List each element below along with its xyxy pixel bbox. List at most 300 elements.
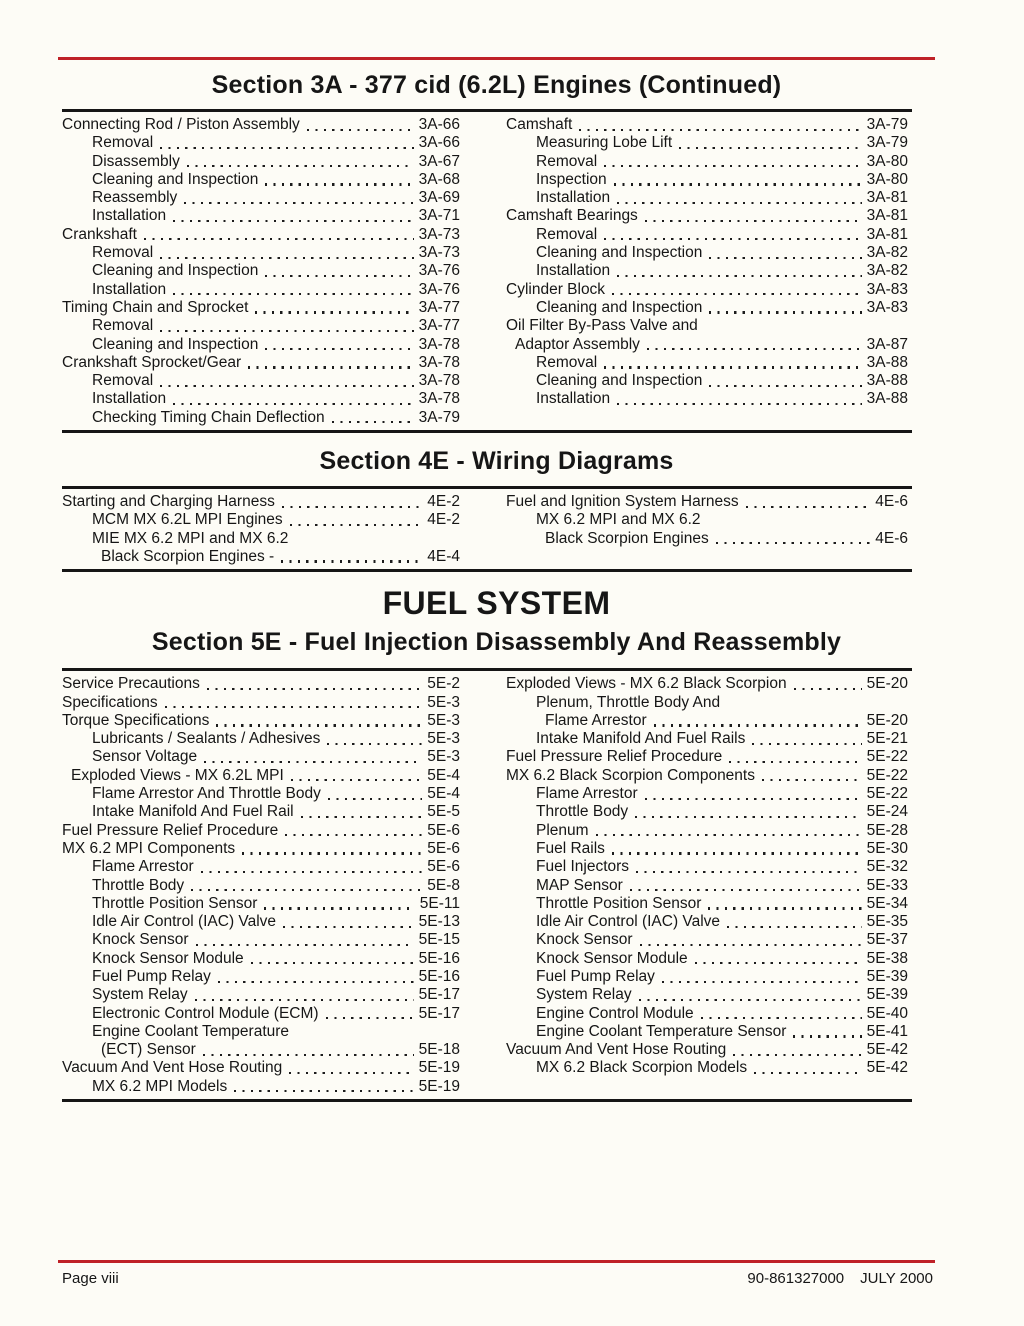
toc-entry-title: Camshaft xyxy=(506,116,573,133)
toc-entry-page: 3A-77 xyxy=(418,298,460,316)
toc-entry-title: MCM MX 6.2L MPI Engines xyxy=(92,511,283,529)
toc-entry-title: Sensor Voltage xyxy=(92,748,198,766)
leader-dots xyxy=(282,506,422,508)
toc-entry xyxy=(506,226,908,244)
toc-entry xyxy=(506,116,908,134)
toc-entry xyxy=(62,858,460,876)
toc-entry xyxy=(506,840,908,858)
toc-entry xyxy=(506,694,908,712)
toc-entry-page: 3A-66 xyxy=(418,134,460,152)
toc-entry-page: 3A-79 xyxy=(418,408,460,426)
toc-entry xyxy=(506,986,908,1004)
toc-entry xyxy=(506,1059,908,1077)
toc-entry-page: 3A-66 xyxy=(418,116,460,133)
toc-entry-title: Installation xyxy=(536,189,611,207)
toc-entry-title: Knock Sensor xyxy=(536,931,633,949)
toc-entry xyxy=(62,493,460,511)
leader-dots xyxy=(596,834,862,836)
toc-entry-page: 5E-19 xyxy=(418,1077,460,1095)
leader-dots xyxy=(793,1035,861,1037)
leader-dots xyxy=(160,257,413,259)
toc-entry-title: Plenum, Throttle Body And xyxy=(536,693,721,711)
toc-entry-title: Oil Filter By-Pass Valve and xyxy=(506,317,698,335)
toc-entry-title: Fuel Pressure Relief Procedure xyxy=(62,821,279,839)
leader-dots xyxy=(654,724,862,726)
leader-dots xyxy=(604,366,861,368)
leader-dots xyxy=(662,981,862,983)
leader-dots xyxy=(729,761,861,763)
toc-entry xyxy=(62,409,460,427)
toc-entry-title: (ECT) Sensor xyxy=(101,1041,196,1059)
toc-entry-title: Flame Arrestor xyxy=(92,858,194,876)
toc-entry xyxy=(506,317,908,335)
leader-dots xyxy=(187,165,414,167)
leader-dots xyxy=(265,275,413,277)
toc-entry-title: Adaptor Assembly xyxy=(515,335,640,353)
leader-dots xyxy=(201,871,423,873)
toc-entry-title: Installation xyxy=(536,390,611,408)
leader-dots xyxy=(708,907,861,909)
toc-entry-title: Engine Control Module xyxy=(536,1004,694,1022)
section-3a-title: Section 3A - 377 cid (6.2L) Engines (Continued) xyxy=(211,71,782,99)
toc-entry-page: 4E-2 xyxy=(427,493,460,511)
leader-dots xyxy=(636,871,862,873)
toc-entry-title: Knock Sensor xyxy=(92,931,189,949)
toc-entry xyxy=(62,748,460,766)
leader-dots xyxy=(160,147,413,149)
leader-dots xyxy=(307,129,414,131)
toc-entry-page: 5E-24 xyxy=(866,803,908,821)
leader-dots xyxy=(248,366,413,368)
toc-entry-page: 5E-3 xyxy=(427,711,460,729)
toc-entry-title: Installation xyxy=(536,262,611,280)
leader-dots xyxy=(173,220,414,222)
section-4e xyxy=(58,446,935,572)
toc-entry-page: 3A-83 xyxy=(866,298,908,316)
toc-entry xyxy=(62,244,460,262)
toc-entry-page: 3A-71 xyxy=(418,207,460,225)
toc-entry-page: 5E-13 xyxy=(418,913,460,931)
toc-entry-title: Torque Specifications xyxy=(62,711,210,729)
toc-entry-page: 3A-77 xyxy=(418,317,460,335)
leader-dots xyxy=(216,724,422,726)
toc-entry-page: 5E-35 xyxy=(866,913,908,931)
toc-entry xyxy=(62,895,460,913)
toc-entry-page: 3A-87 xyxy=(866,335,908,353)
leader-dots xyxy=(579,129,861,131)
toc-entry xyxy=(62,950,460,968)
toc-entry-title: Plenum xyxy=(536,821,589,839)
toc-entry-title: Cleaning and Inspection xyxy=(92,170,259,188)
toc-entry xyxy=(62,968,460,986)
toc-entry xyxy=(62,1023,460,1041)
toc-entry xyxy=(62,785,460,803)
toc-entry xyxy=(506,767,908,785)
leader-dots xyxy=(332,421,414,423)
toc-entry-title: Fuel Pump Relay xyxy=(536,967,655,985)
toc-entry xyxy=(62,207,460,225)
toc-entry xyxy=(62,171,460,189)
toc-entry-title: Crankshaft Sprocket/Gear xyxy=(62,353,242,371)
toc-entry-title: Timing Chain and Sprocket xyxy=(62,298,249,316)
leader-dots xyxy=(639,999,862,1001)
leader-dots xyxy=(265,348,413,350)
toc-entry-title: Removal xyxy=(536,353,598,371)
toc-entry-page: 5E-15 xyxy=(418,931,460,949)
toc-entry-title: Removal xyxy=(92,372,154,390)
leader-dots xyxy=(255,311,413,313)
toc-entry-title: Vacuum And Vent Hose Routing xyxy=(506,1041,727,1059)
toc-entry xyxy=(62,1059,460,1077)
toc-entry xyxy=(506,675,908,693)
toc-entry-page: 5E-39 xyxy=(866,986,908,1004)
toc-entry-page: 5E-4 xyxy=(427,766,460,784)
toc-entry-page: 3A-88 xyxy=(866,353,908,371)
toc-entry-title: Removal xyxy=(536,152,598,170)
leader-dots xyxy=(617,403,862,405)
toc-entry-title: Electronic Control Module (ECM) xyxy=(92,1004,319,1022)
toc-entry xyxy=(62,116,460,134)
leader-dots xyxy=(160,330,413,332)
toc-entry-title: MIE MX 6.2 MPI and MX 6.2 xyxy=(92,529,289,547)
toc-entry xyxy=(506,803,908,821)
toc-entry xyxy=(506,511,908,529)
toc-entry-page: 5E-19 xyxy=(418,1059,460,1077)
toc-entry-title: Installation xyxy=(92,207,167,225)
toc-entry-title: Intake Manifold And Fuel Rail xyxy=(92,803,294,821)
toc-entry-title: Cleaning and Inspection xyxy=(536,298,703,316)
toc-entry xyxy=(62,299,460,317)
leader-dots xyxy=(242,852,422,854)
toc-entry-page: 3A-69 xyxy=(418,189,460,207)
toc-entry xyxy=(506,153,908,171)
leader-dots xyxy=(173,293,414,295)
leader-dots xyxy=(301,816,423,818)
toc-entry-title: Cylinder Block xyxy=(506,280,606,298)
leader-dots xyxy=(283,926,414,928)
toc-entry-page: 3A-73 xyxy=(418,244,460,262)
leader-dots xyxy=(191,889,422,891)
toc-entry-title: Removal xyxy=(92,244,154,262)
toc-entry-title: Cleaning and Inspection xyxy=(536,372,703,390)
toc-entry-page: 3A-79 xyxy=(866,134,908,152)
leader-dots xyxy=(173,403,414,405)
toc-entry xyxy=(506,822,908,840)
toc-entry-page: 3A-80 xyxy=(866,170,908,188)
toc-entry-title: MX 6.2 MPI Components xyxy=(62,839,236,857)
footer-right-group xyxy=(731,1270,933,1287)
toc-entry xyxy=(506,748,908,766)
leader-dots xyxy=(604,165,861,167)
leader-dots xyxy=(635,816,861,818)
toc-entry xyxy=(506,493,908,511)
toc-entry-page: 3A-81 xyxy=(866,225,908,243)
section-5e-toc xyxy=(62,668,912,1102)
toc-entry-title: Removal xyxy=(92,317,154,335)
top-red-rule xyxy=(58,57,935,60)
toc-entry-title: Idle Air Control (IAC) Valve xyxy=(92,913,277,931)
leader-dots xyxy=(165,706,423,708)
toc-entry-title: MX 6.2 Black Scorpion Models xyxy=(536,1059,748,1077)
toc-entry xyxy=(62,226,460,244)
toc-entry xyxy=(62,694,460,712)
toc-entry-title: MX 6.2 Black Scorpion Components xyxy=(506,766,755,784)
toc-entry-title: Cleaning and Inspection xyxy=(536,244,703,262)
toc-entry xyxy=(506,244,908,262)
toc-entry-page: 5E-34 xyxy=(866,894,908,912)
leader-dots xyxy=(144,238,414,240)
page-footer xyxy=(58,1260,935,1287)
toc-entry-page: 5E-20 xyxy=(866,675,908,693)
leader-dots xyxy=(160,385,413,387)
toc-entry-page: 5E-16 xyxy=(418,967,460,985)
toc-entry xyxy=(62,931,460,949)
section-3a-toc-left-column xyxy=(62,116,460,427)
toc-entry-page: 3A-88 xyxy=(866,390,908,408)
leader-dots xyxy=(762,779,862,781)
toc-entry-page: 4E-4 xyxy=(427,547,460,565)
toc-entry xyxy=(62,530,460,548)
leader-dots xyxy=(265,183,413,185)
toc-entry-page: 3A-76 xyxy=(418,262,460,280)
toc-entry xyxy=(506,858,908,876)
toc-entry-title: Specifications xyxy=(62,693,158,711)
toc-entry-title: Installation xyxy=(92,280,167,298)
toc-entry xyxy=(506,372,908,390)
leader-dots xyxy=(709,385,861,387)
toc-entry-title: Throttle Position Sensor xyxy=(92,894,258,912)
toc-entry xyxy=(62,1041,460,1059)
leader-dots xyxy=(612,852,862,854)
toc-entry-page: 5E-17 xyxy=(418,986,460,1004)
toc-entry-page: 5E-20 xyxy=(866,711,908,729)
toc-entry-title: MX 6.2 MPI and MX 6.2 xyxy=(536,511,701,529)
toc-entry xyxy=(62,153,460,171)
toc-entry-title: Engine Coolant Temperature Sensor xyxy=(536,1022,787,1040)
toc-entry-page: 5E-39 xyxy=(866,967,908,985)
toc-entry xyxy=(506,877,908,895)
toc-entry-title: Exploded Views - MX 6.2 Black Scorpion xyxy=(506,675,787,693)
toc-entry-page: 3A-73 xyxy=(418,225,460,243)
toc-entry xyxy=(506,189,908,207)
manual-contents-page xyxy=(58,0,935,1102)
toc-entry xyxy=(506,1005,908,1023)
toc-entry xyxy=(506,895,908,913)
leader-dots xyxy=(604,238,861,240)
toc-entry xyxy=(506,134,908,152)
toc-entry-title: Fuel Injectors xyxy=(536,858,630,876)
section-4e-toc-right-column xyxy=(506,493,908,548)
toc-entry xyxy=(62,372,460,390)
toc-entry xyxy=(62,317,460,335)
toc-entry-page: 5E-3 xyxy=(427,730,460,748)
toc-entry-page: 5E-21 xyxy=(866,730,908,748)
toc-entry xyxy=(62,986,460,1004)
toc-entry-page: 5E-18 xyxy=(418,1041,460,1059)
toc-entry xyxy=(506,931,908,949)
toc-entry-title: Connecting Rod / Piston Assembly xyxy=(62,116,300,133)
toc-entry xyxy=(506,262,908,280)
toc-entry xyxy=(62,262,460,280)
toc-entry-title: Idle Air Control (IAC) Valve xyxy=(536,913,721,931)
toc-entry xyxy=(62,877,460,895)
toc-entry-title: Intake Manifold And Fuel Rails xyxy=(536,730,746,748)
toc-entry xyxy=(506,1023,908,1041)
toc-entry-title: Flame Arrestor xyxy=(545,711,647,729)
toc-entry-page: 5E-28 xyxy=(866,821,908,839)
toc-entry-page: 3A-88 xyxy=(866,372,908,390)
toc-entry xyxy=(62,840,460,858)
toc-entry-title: Throttle Body xyxy=(92,876,185,894)
toc-entry xyxy=(62,1005,460,1023)
footer-part-number: 90-861327000 xyxy=(747,1270,845,1287)
footer-date: JULY 2000 xyxy=(860,1270,933,1287)
section-4e-toc-left-column xyxy=(62,493,460,566)
toc-entry xyxy=(506,968,908,986)
toc-entry xyxy=(62,281,460,299)
leader-dots xyxy=(291,779,422,781)
leader-dots xyxy=(630,889,862,891)
toc-entry-page: 3A-78 xyxy=(418,390,460,408)
toc-entry xyxy=(506,390,908,408)
leader-dots xyxy=(251,962,414,964)
toc-entry-page: 5E-2 xyxy=(427,675,460,693)
toc-entry xyxy=(62,730,460,748)
toc-entry-page: 5E-42 xyxy=(866,1059,908,1077)
toc-entry-title: Installation xyxy=(92,390,167,408)
toc-entry xyxy=(62,511,460,529)
toc-entry-page: 3A-79 xyxy=(866,116,908,133)
toc-entry-page: 3A-81 xyxy=(866,189,908,207)
section-4e-toc xyxy=(62,486,912,572)
toc-entry-title: Crankshaft xyxy=(62,225,137,243)
toc-entry-title: Fuel and Ignition System Harness xyxy=(506,493,739,511)
fuel-system-banner: FUEL SYSTEM xyxy=(382,585,611,622)
toc-entry-page: 5E-6 xyxy=(427,858,460,876)
toc-entry-title: System Relay xyxy=(536,986,632,1004)
footer-page-label: Page viii xyxy=(62,1270,119,1287)
toc-entry-page: 5E-8 xyxy=(427,876,460,894)
leader-dots xyxy=(195,999,414,1001)
toc-entry-title: Inspection xyxy=(536,170,607,188)
toc-entry-title: Flame Arrestor And Throttle Body xyxy=(92,785,321,803)
leader-dots xyxy=(264,907,414,909)
toc-entry-title: Flame Arrestor xyxy=(536,785,638,803)
toc-entry xyxy=(62,1078,460,1096)
toc-entry-page: 5E-37 xyxy=(866,931,908,949)
toc-entry-page: 3A-82 xyxy=(866,262,908,280)
toc-entry-title: Knock Sensor Module xyxy=(92,949,244,967)
toc-entry-title: Black Scorpion Engines xyxy=(545,529,709,547)
toc-entry-page: 3A-83 xyxy=(866,280,908,298)
toc-entry-page: 5E-3 xyxy=(427,693,460,711)
toc-entry-page: 5E-16 xyxy=(418,949,460,967)
toc-entry-page: 5E-6 xyxy=(427,839,460,857)
toc-entry-page: 5E-5 xyxy=(427,803,460,821)
toc-entry-page: 5E-32 xyxy=(866,858,908,876)
leader-dots xyxy=(218,981,414,983)
toc-entry-page: 5E-3 xyxy=(427,748,460,766)
leader-dots xyxy=(289,1072,413,1074)
toc-entry-title: Checking Timing Chain Deflection xyxy=(92,408,325,426)
toc-entry-page: 5E-42 xyxy=(866,1041,908,1059)
toc-entry xyxy=(506,712,908,730)
leader-dots xyxy=(746,506,871,508)
footer-red-rule xyxy=(58,1260,935,1263)
toc-entry xyxy=(506,785,908,803)
toc-entry-page: 4E-2 xyxy=(427,511,460,529)
leader-dots xyxy=(794,688,862,690)
toc-entry-page: 5E-22 xyxy=(866,766,908,784)
toc-entry-page: 3A-78 xyxy=(418,353,460,371)
toc-entry-title: Removal xyxy=(536,225,598,243)
toc-entry-title: Knock Sensor Module xyxy=(536,949,688,967)
toc-entry xyxy=(62,390,460,408)
toc-entry-page: 3A-80 xyxy=(866,152,908,170)
toc-entry xyxy=(506,171,908,189)
toc-entry xyxy=(506,950,908,968)
toc-entry xyxy=(62,822,460,840)
toc-entry-page: 4E-6 xyxy=(875,493,908,511)
leader-dots xyxy=(327,743,422,745)
toc-entry-title: Exploded Views - MX 6.2L MPI xyxy=(71,766,284,784)
section-5e-title: Section 5E - Fuel Injection Disassembly And Reassembly xyxy=(151,628,842,657)
leader-dots xyxy=(716,542,871,544)
toc-entry-page: 5E-38 xyxy=(866,949,908,967)
section-3a-toc-right-column xyxy=(506,116,908,409)
toc-entry xyxy=(62,134,460,152)
toc-entry-page: 5E-11 xyxy=(419,894,460,912)
leader-dots xyxy=(752,743,861,745)
leader-dots xyxy=(617,275,862,277)
toc-entry xyxy=(506,730,908,748)
toc-entry-page: 5E-30 xyxy=(866,839,908,857)
leader-dots xyxy=(754,1072,862,1074)
toc-entry-page: 3A-67 xyxy=(418,152,460,170)
toc-entry xyxy=(506,354,908,372)
toc-entry-title: Throttle Body xyxy=(536,803,629,821)
leader-dots xyxy=(204,761,422,763)
toc-entry xyxy=(62,913,460,931)
toc-entry-page: 3A-78 xyxy=(418,335,460,353)
leader-dots xyxy=(617,202,862,204)
section-4e-title: Section 4E - Wiring Diagrams xyxy=(319,447,674,476)
leader-dots xyxy=(695,962,862,964)
toc-entry xyxy=(62,548,460,566)
toc-entry xyxy=(62,803,460,821)
toc-entry-title: Fuel Pump Relay xyxy=(92,967,211,985)
leader-dots xyxy=(647,348,862,350)
toc-entry-title: Camshaft Bearings xyxy=(506,207,638,225)
toc-entry-title: MAP Sensor xyxy=(536,876,623,894)
leader-dots xyxy=(281,560,422,562)
toc-entry-title: Disassembly xyxy=(92,152,180,170)
toc-entry-page: 5E-41 xyxy=(866,1022,908,1040)
toc-entry-page: 4E-6 xyxy=(875,529,908,547)
toc-entry-title: Reassembly xyxy=(92,189,178,207)
toc-entry xyxy=(506,281,908,299)
toc-entry-page: 3A-82 xyxy=(866,244,908,262)
toc-entry-title: Engine Coolant Temperature xyxy=(92,1022,290,1040)
section-5e xyxy=(58,586,935,1102)
toc-entry xyxy=(506,336,908,354)
toc-entry-page: 5E-40 xyxy=(866,1004,908,1022)
leader-dots xyxy=(709,257,861,259)
toc-entry xyxy=(62,675,460,693)
toc-entry-page: 5E-33 xyxy=(866,876,908,894)
toc-entry-title: Vacuum And Vent Hose Routing xyxy=(62,1059,283,1077)
toc-entry xyxy=(506,530,908,548)
